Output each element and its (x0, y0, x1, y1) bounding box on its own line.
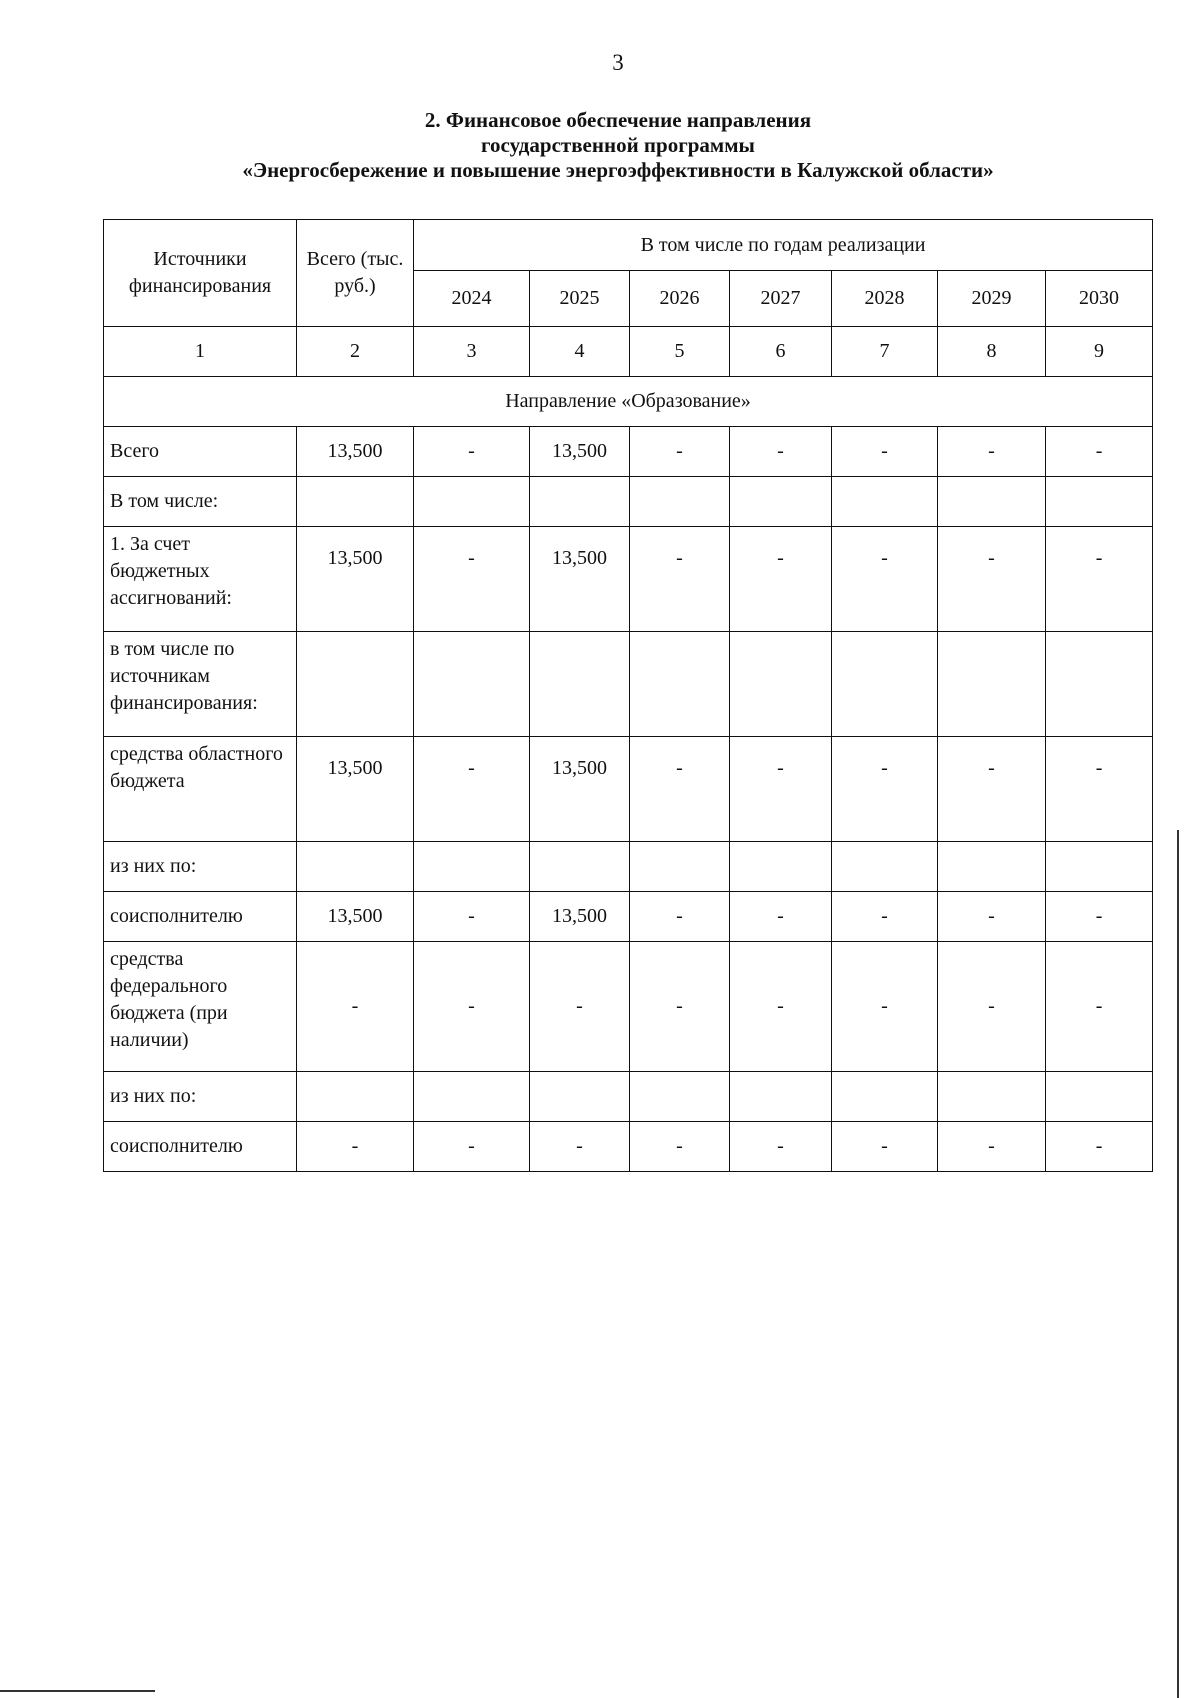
table-cell: - (938, 1122, 1046, 1172)
table-cell: 13,500 (297, 892, 414, 942)
row-label: соисполнителю (104, 892, 297, 942)
table-cell (938, 842, 1046, 892)
header-year: 2025 (530, 271, 630, 327)
table-cell: - (832, 892, 938, 942)
table-row (104, 1122, 1153, 1172)
title-line-1: 2. Финансовое обеспечение направления (424, 108, 812, 132)
row-label: соисполнителю (104, 1122, 297, 1172)
table-cell: - (938, 942, 1046, 1072)
table-cell: - (630, 942, 730, 1072)
table-cell: - (730, 942, 832, 1072)
header-year: 2029 (938, 271, 1046, 327)
table-cell: - (414, 527, 530, 632)
table-cell (297, 477, 414, 527)
row-label: средства федерального бюджета (при наличии) (104, 942, 297, 1072)
table-cell (832, 477, 938, 527)
table-cell: 13,500 (297, 427, 414, 477)
table-cell: 13,500 (530, 737, 630, 842)
table-cell: - (938, 427, 1046, 477)
column-number: 4 (530, 327, 630, 377)
table-cell: - (938, 737, 1046, 842)
header-year: 2030 (1046, 271, 1153, 327)
column-number: 6 (730, 327, 832, 377)
table-cell: - (730, 892, 832, 942)
table-cell (938, 632, 1046, 737)
table-cell: - (938, 892, 1046, 942)
column-number: 7 (832, 327, 938, 377)
table-cell: - (297, 942, 414, 1072)
table-cell (530, 632, 630, 737)
table-cell: - (832, 737, 938, 842)
table-row (104, 942, 1153, 1072)
table-cell (414, 477, 530, 527)
table-cell: 13,500 (530, 527, 630, 632)
row-label: средства областного бюджета (104, 737, 297, 842)
table-cell (832, 842, 938, 892)
header-by-years: В том числе по годам реализации (414, 220, 1153, 271)
table-cell (630, 1072, 730, 1122)
table-row (104, 632, 1153, 737)
section-title: Направление «Образование» (104, 377, 1153, 427)
table-cell: - (730, 527, 832, 632)
table-cell (630, 632, 730, 737)
table-cell (414, 842, 530, 892)
table-cell: - (1046, 737, 1153, 842)
table-cell (730, 1072, 832, 1122)
table-cell: 13,500 (297, 527, 414, 632)
row-label: 1. За счет бюджетных ассигнований: (104, 527, 297, 632)
table-cell (832, 1072, 938, 1122)
table-cell (1046, 1072, 1153, 1122)
table-cell: - (414, 942, 530, 1072)
header-sources: Источники финансирования (104, 220, 297, 327)
table-cell (1046, 842, 1153, 892)
table-cell (530, 1072, 630, 1122)
table-cell (297, 1072, 414, 1122)
table-cell: 13,500 (530, 427, 630, 477)
table-cell (730, 477, 832, 527)
table-cell: - (730, 427, 832, 477)
table-cell: - (630, 737, 730, 842)
row-label: В том числе: (104, 477, 297, 527)
table-cell: 13,500 (530, 892, 630, 942)
title-line-3: «Энергосбережение и повышение энергоэффективности в Калужской области» (242, 158, 994, 182)
scan-edge-line-bottom (0, 1690, 155, 1692)
table-cell: - (630, 1122, 730, 1172)
table-cell: - (297, 1122, 414, 1172)
table-cell (1046, 477, 1153, 527)
table-cell: - (1046, 892, 1153, 942)
table-row (104, 842, 1153, 892)
header-year: 2028 (832, 271, 938, 327)
table-row (104, 477, 1153, 527)
table-cell: - (414, 737, 530, 842)
row-label: в том числе по источникам финансирования: (104, 632, 297, 737)
scan-edge-line (1177, 830, 1179, 1698)
table-cell: - (414, 427, 530, 477)
table-cell: - (1046, 1122, 1153, 1172)
table-cell (297, 632, 414, 737)
title-line-2: государственной программы (481, 133, 755, 157)
table-cell: - (1046, 942, 1153, 1072)
page-number: 3 (612, 50, 624, 75)
table-cell (530, 477, 630, 527)
table-cell (414, 632, 530, 737)
table-cell (938, 1072, 1046, 1122)
table-row (104, 737, 1153, 842)
column-number: 8 (938, 327, 1046, 377)
column-number: 9 (1046, 327, 1153, 377)
table-cell: - (832, 527, 938, 632)
header-year: 2027 (730, 271, 832, 327)
table-cell: - (938, 527, 1046, 632)
column-number: 1 (104, 327, 297, 377)
header-year: 2024 (414, 271, 530, 327)
header-total: Всего (тыс. руб.) (297, 220, 414, 327)
row-label: Всего (104, 427, 297, 477)
table-cell: - (1046, 527, 1153, 632)
table-cell: - (1046, 427, 1153, 477)
table-cell: - (832, 427, 938, 477)
header-year: 2026 (630, 271, 730, 327)
row-label: из них по: (104, 1072, 297, 1122)
table-cell (938, 477, 1046, 527)
table-cell (297, 842, 414, 892)
table-cell: - (530, 1122, 630, 1172)
table-row (104, 527, 1153, 632)
table-cell: - (630, 527, 730, 632)
table-cell (630, 842, 730, 892)
table-cell: - (530, 942, 630, 1072)
table-cell (530, 842, 630, 892)
table-cell: - (730, 737, 832, 842)
table-cell (730, 842, 832, 892)
table-cell (414, 1072, 530, 1122)
table-cell (1046, 632, 1153, 737)
row-label: из них по: (104, 842, 297, 892)
table-cell: - (832, 1122, 938, 1172)
table-cell: - (630, 892, 730, 942)
table-cell (730, 632, 832, 737)
table-cell: - (630, 427, 730, 477)
column-number: 3 (414, 327, 530, 377)
column-number: 2 (297, 327, 414, 377)
document-title (0, 108, 1200, 183)
column-number: 5 (630, 327, 730, 377)
table-cell: - (832, 942, 938, 1072)
table-row (104, 427, 1153, 477)
table-cell: - (730, 1122, 832, 1172)
table-row (104, 1072, 1153, 1122)
table-cell: 13,500 (297, 737, 414, 842)
table-cell: - (414, 892, 530, 942)
table-row (104, 892, 1153, 942)
table-cell (832, 632, 938, 737)
financing-table (103, 219, 1153, 1172)
table-cell: - (414, 1122, 530, 1172)
table-cell (630, 477, 730, 527)
